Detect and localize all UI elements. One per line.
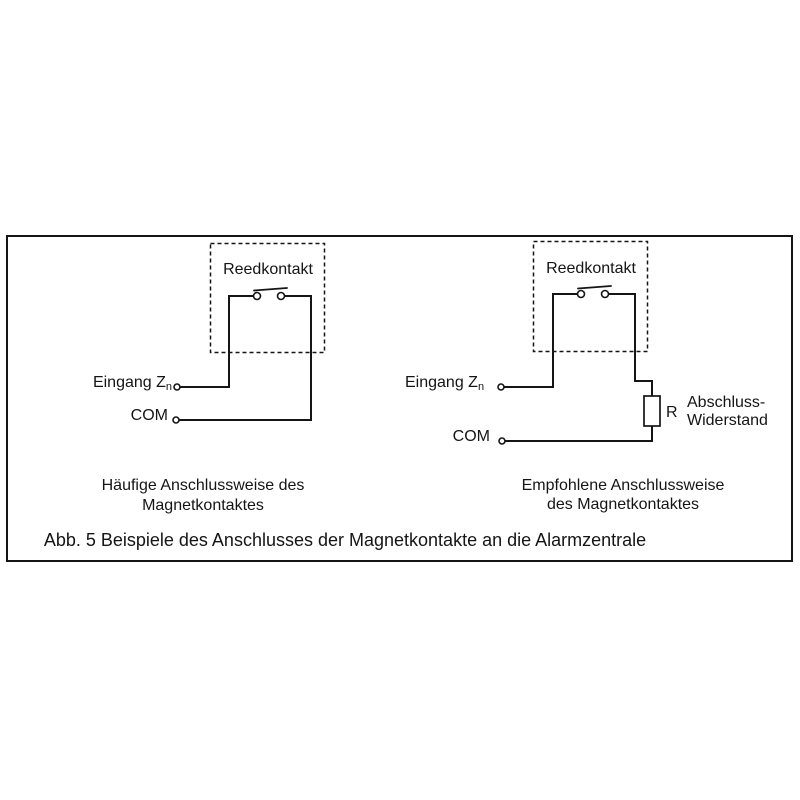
resistor-name-line2: Widerstand [687, 412, 768, 429]
input-label-left [93, 374, 172, 393]
circuit-caption-left-line2: Magnetkontaktes [142, 497, 264, 514]
wire-com-left [179, 296, 311, 420]
wire-to-resistor-right [609, 294, 652, 396]
input-terminal-right [498, 384, 504, 390]
resistor-name-line1: Abschluss- [687, 394, 766, 411]
reed-contact-dashed-box-left [211, 244, 325, 353]
input-label-right-main: Eingang Z [405, 374, 478, 391]
com-terminal-right [499, 438, 505, 444]
wire-input-right [504, 294, 577, 387]
switch-blade-right [578, 286, 611, 289]
reed-contact-label-left: Reedkontakt [223, 261, 313, 278]
terminating-resistor-symbol [644, 396, 660, 426]
switch-contact-left-a [254, 293, 261, 300]
wire-com-right [505, 426, 652, 441]
resistor-letter: R [666, 404, 678, 421]
circuit-caption-right-line1: Empfohlene Anschlussweise [521, 477, 725, 494]
switch-contact-right-a [578, 291, 585, 298]
input-label-left-main: Eingang Z [92, 374, 166, 391]
input-label-right-subscript: n [477, 381, 485, 393]
switch-contact-left-b [278, 293, 285, 300]
right-circuit-diagram [405, 242, 768, 514]
circuit-caption-right-line2: des Magnetkontaktes [546, 496, 700, 513]
com-label-right: COM [452, 428, 490, 445]
com-terminal-left [173, 417, 179, 423]
com-label-left: COM [130, 407, 168, 424]
switch-blade-left [254, 288, 287, 291]
input-label-right [405, 374, 484, 393]
input-terminal-left [174, 384, 180, 390]
input-label-left-subscript: n [165, 381, 172, 393]
circuit-caption-left-line1: Häufige Anschlussweise des [101, 477, 305, 494]
left-circuit-diagram [93, 244, 325, 515]
reed-contact-label-right: Reedkontakt [546, 260, 636, 277]
reed-contact-dashed-box-right [534, 242, 648, 352]
wire-input-left [180, 296, 253, 387]
switch-contact-right-b [602, 291, 609, 298]
figure-caption: Abb. 5 Beispiele des Anschlusses der Magnetkontakte an die Alarmzentrale [43, 530, 647, 550]
